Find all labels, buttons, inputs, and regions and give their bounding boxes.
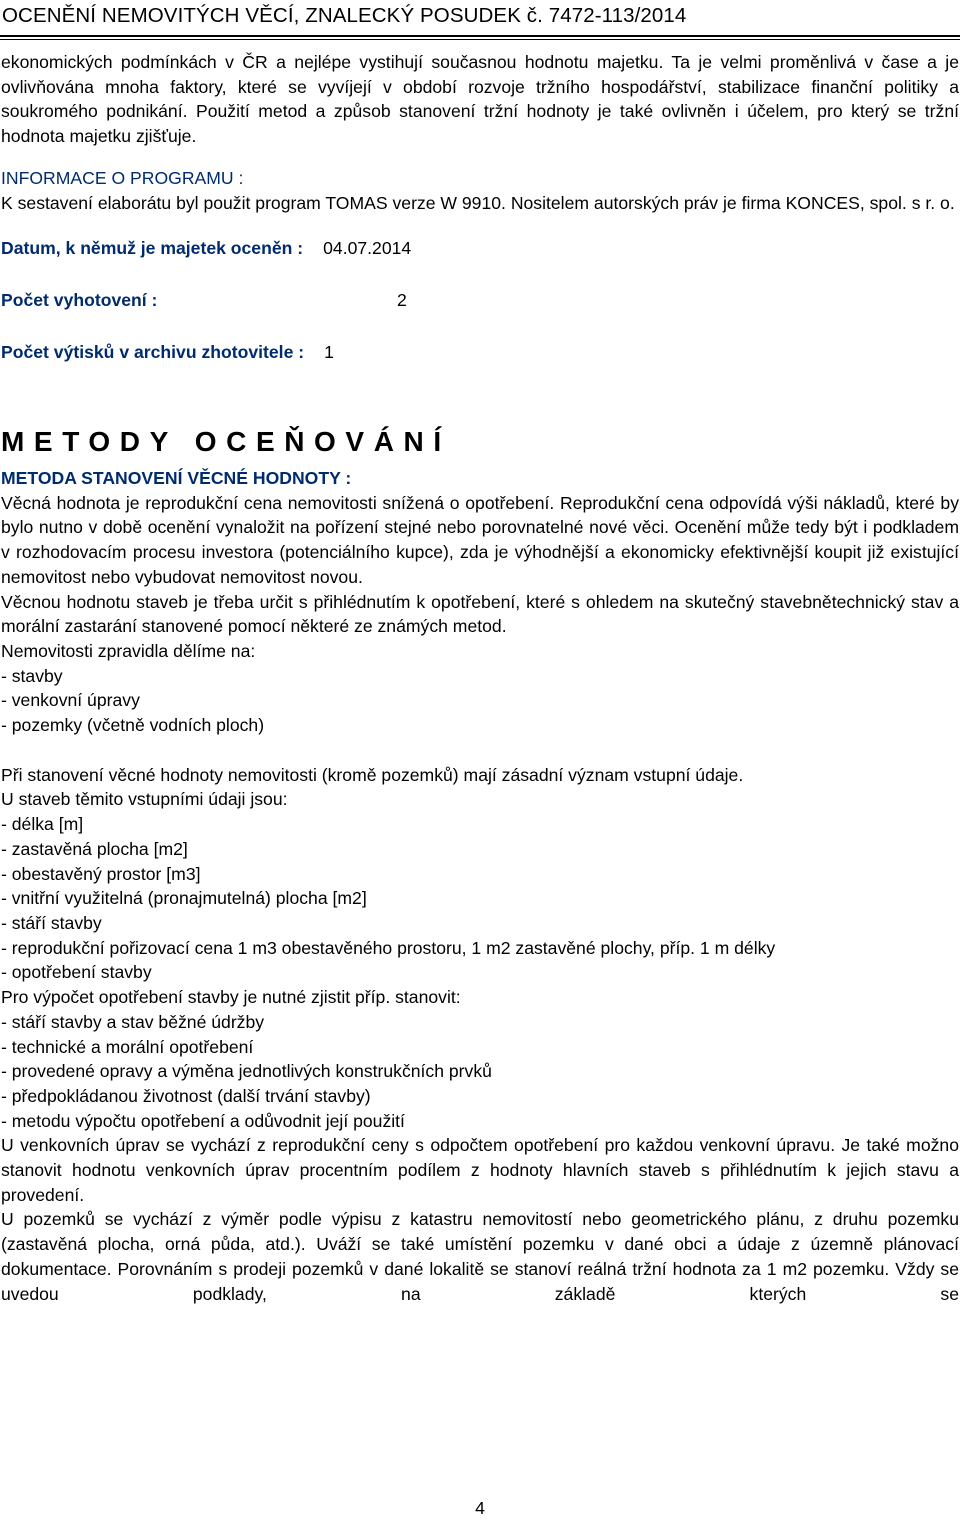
archive-copies-label: Počet výtisků v archivu zhotovitele : bbox=[1, 341, 305, 362]
archive-copies-row bbox=[1, 340, 959, 365]
list-item: - stáří stavby bbox=[1, 911, 959, 936]
land-paragraph: U pozemků se vychází z výměr podle výpisu z katastru nemovitostí nebo geometrického plánu, z druhu pozemku (zastavěná plocha, orná půda, atd.). Uváží se také umístění pozemku v dané obci a údaje z územně plánovací dokumentace. Porovnáním s prodeji pozemků v dané lokalitě se stanoví reálná tržní hodnota za 1 m2 pozemku. Vždy se uvedou podklady, na základě kterých se bbox=[1, 1209, 959, 1304]
intro-paragraph: ekonomických podmínkách v ČR a nejlépe vystihují současnou hodnotu majetku. Ta je velmi proměnlivá v čase a je ovlivňována mnoha faktory, které se vyvíjejí v období rozvoje tržního hospodářství, stabilizace finanční politiky a soukromého podnikání. Použití metod a způsob stanovení tržní hodnoty je také ovlivněn i účelem, pro který se tržní hodnota majetku zjišťuje. bbox=[1, 52, 959, 147]
archive-copies-value: 1 bbox=[324, 341, 334, 362]
list-item: - venkovní úpravy bbox=[1, 688, 959, 713]
outdoor-paragraph: U venkovních úprav se vychází z reprodukční ceny s odpočtem opotřebení pro každou venkovní úpravu. Je také možno stanovit hodnotu venkovních úprav procentním podílem z hodnoty hlavních staveb s přihlédnutím k jejich stavu a provedení. bbox=[1, 1135, 959, 1205]
list-item: - předpokládanou životnost (další trvání stavby) bbox=[1, 1084, 959, 1109]
list-item: - stáří stavby a stav běžné údržby bbox=[1, 1010, 959, 1035]
valuation-date-row bbox=[1, 236, 959, 261]
valuation-date-value: 04.07.2014 bbox=[323, 238, 412, 259]
list-item: - provedené opravy a výměna jednotlivých konstrukčních prvků bbox=[1, 1059, 959, 1084]
list-item: - zastavěná plocha [m2] bbox=[1, 837, 959, 862]
document-title: OCENĚNÍ NEMOVITÝCH VĚCÍ, ZNALECKÝ POSUDEK č. 7472-113/2014 bbox=[2, 4, 687, 27]
copies-row bbox=[1, 288, 959, 313]
document-body bbox=[1, 50, 959, 1306]
wear-intro: Pro výpočet opotřebení stavby je nutné zjistit příp. stanovit: bbox=[1, 987, 461, 1008]
cost-method-label: METODA STANOVENÍ VĚCNÉ HODNOTY : bbox=[1, 468, 352, 489]
inputs-intro: Při stanovení věcné hodnoty nemovitosti (kromě pozemků) mají zásadní význam vstupní údaje. bbox=[1, 764, 744, 785]
program-text: K sestavení elaborátu byl použit program TOMAS verze W 9910. Nositelem autorských práv je firma KONCES, spol. s r. o. bbox=[1, 192, 955, 213]
cost-method-paragraph-1: Věcná hodnota je reprodukční cena nemovitosti snížená o opotřebení. Reprodukční cena odpovídá výši nákladů, které by bylo nutno v době ocenění vynaložit na pořízení stejné nebo porovnatelné nové věci. Ocenění může tedy být i podkladem v rozhodovacím procesu investora (potenciálního kupce), zda je výhodnější a ekonomicky efektivnější koupit již existující nemovitost nebo vybudovat nemovitost novou. bbox=[1, 492, 959, 587]
list-item: - délka [m] bbox=[1, 812, 959, 837]
list-item: - stavby bbox=[1, 664, 959, 689]
building-inputs-list bbox=[1, 812, 959, 985]
header-rule-thin bbox=[0, 39, 960, 40]
list-item: - metodu výpočtu opotřebení a odůvodnit její použití bbox=[1, 1109, 959, 1134]
wear-list bbox=[1, 1010, 959, 1134]
list-item: - opotřebení stavby bbox=[1, 960, 959, 985]
valuation-date-label: Datum, k němuž je majetek oceněn : bbox=[1, 238, 304, 259]
division-list bbox=[1, 664, 959, 738]
methods-heading: METODY OCEŇOVÁNÍ bbox=[1, 426, 451, 458]
list-item: - technické a morální opotřebení bbox=[1, 1035, 959, 1060]
list-item: - pozemky (včetně vodních ploch) bbox=[1, 713, 959, 738]
buildings-intro: U staveb těmito vstupními údaji jsou: bbox=[1, 789, 288, 810]
copies-label: Počet vyhotovení : bbox=[1, 289, 158, 310]
list-item: - vnitřní využitelná (pronajmutelná) plocha [m2] bbox=[1, 886, 959, 911]
copies-value: 2 bbox=[397, 289, 407, 310]
header-rule bbox=[0, 35, 960, 37]
list-item: - obestavěný prostor [m3] bbox=[1, 862, 959, 887]
page-number: 4 bbox=[475, 1498, 485, 1518]
division-intro: Nemovitosti zpravidla dělíme na: bbox=[1, 640, 256, 661]
cost-method-paragraph-2: Věcnou hodnotu staveb je třeba určit s přihlédnutím k opotřebení, které s ohledem na skutečný stavebnětechnický stav a morální zastarání stanovené pomocí některé ze známých metod. bbox=[1, 591, 959, 637]
page-header bbox=[0, 0, 960, 40]
list-item: - reprodukční pořizovací cena 1 m3 obestavěného prostoru, 1 m2 zastavěné plochy, příp. 1 m délky bbox=[1, 936, 959, 961]
program-label: INFORMACE O PROGRAMU : bbox=[1, 167, 244, 188]
